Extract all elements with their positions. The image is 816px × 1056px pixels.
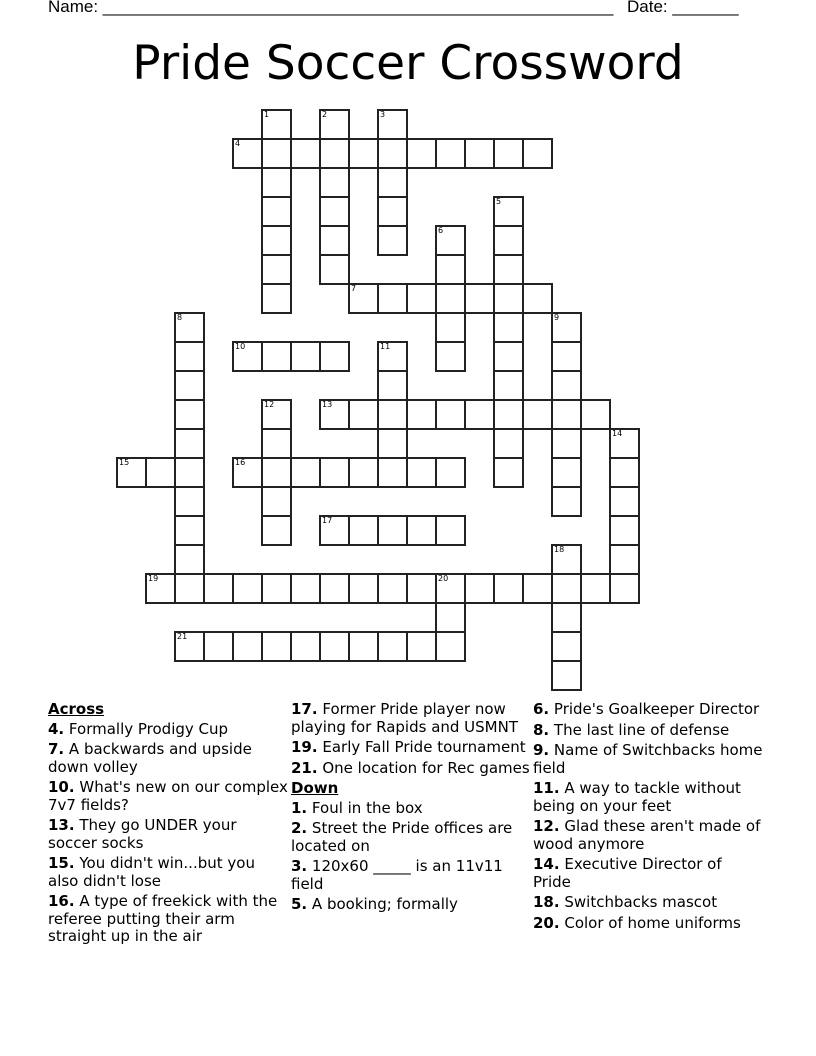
grid-cell[interactable] (435, 283, 466, 314)
across-clue (48, 721, 288, 739)
grid-cell[interactable] (551, 631, 582, 662)
down-heading: Down (291, 779, 339, 797)
grid-cell[interactable] (348, 457, 379, 488)
grid-cell[interactable] (261, 399, 292, 430)
grid-cell[interactable] (551, 457, 582, 488)
page-title: Pride Soccer Crossword (132, 36, 684, 91)
grid-cell[interactable] (493, 196, 524, 227)
grid-cell[interactable] (551, 312, 582, 343)
clue-number: 10 (235, 342, 246, 351)
grid-cell[interactable] (609, 544, 640, 575)
clue-num: 6. (533, 700, 550, 718)
down-clue (533, 742, 763, 777)
clue-num: 17. (291, 700, 318, 718)
grid-cell[interactable] (290, 631, 321, 662)
grid-cell[interactable] (551, 370, 582, 401)
grid-cell[interactable] (551, 544, 582, 575)
down-clue (533, 701, 763, 719)
grid-cell[interactable] (319, 109, 350, 140)
clue-text: A booking; formally (311, 895, 458, 913)
clue-text: What's new on our complex 7v7 fields? (48, 778, 288, 814)
clue-number: 19 (148, 574, 159, 583)
grid-cell[interactable] (261, 138, 292, 169)
grid-cell[interactable] (290, 341, 321, 372)
clue-num: 8. (533, 720, 550, 739)
grid-cell[interactable] (493, 254, 524, 285)
grid-cell[interactable] (377, 457, 408, 488)
date-field[interactable]: Date: _______ (627, 0, 739, 16)
down-clue (533, 915, 763, 933)
grid-cell[interactable] (435, 399, 466, 430)
grid-cell[interactable] (464, 283, 495, 314)
grid-cell[interactable] (319, 631, 350, 662)
grid-cell[interactable] (609, 428, 640, 459)
clue-num: 19. (291, 738, 318, 756)
clue-number: 9 (554, 313, 560, 322)
clue-text: Formally Prodigy Cup (68, 719, 229, 738)
grid-cell[interactable] (493, 138, 524, 169)
grid-cell[interactable] (551, 660, 582, 691)
grid-cell[interactable] (435, 138, 466, 169)
grid-cell[interactable] (174, 399, 205, 430)
grid-cell[interactable] (174, 370, 205, 401)
clue-text: They go UNDER your soccer socks (48, 816, 237, 852)
grid-cell[interactable] (319, 573, 350, 604)
grid-cell[interactable] (174, 312, 205, 343)
across-clue (48, 893, 288, 946)
grid-cell[interactable] (435, 312, 466, 343)
grid-cell[interactable] (232, 138, 263, 169)
down-clue (533, 894, 763, 912)
grid-cell[interactable] (261, 573, 292, 604)
grid-cell[interactable] (348, 283, 379, 314)
grid-cell[interactable] (377, 370, 408, 401)
grid-cell[interactable] (290, 138, 321, 169)
grid-cell[interactable] (377, 167, 408, 198)
grid-cell[interactable] (435, 457, 466, 488)
clue-number: 1 (264, 110, 270, 119)
clue-text: Early Fall Pride tournament (322, 738, 526, 756)
grid-cell[interactable] (435, 573, 466, 604)
grid-cell[interactable] (319, 167, 350, 198)
grid-cell[interactable] (319, 341, 350, 372)
clue-number: 21 (177, 632, 188, 641)
grid-cell[interactable] (261, 515, 292, 546)
grid-cell[interactable] (522, 573, 553, 604)
grid-cell[interactable] (174, 341, 205, 372)
grid-cell[interactable] (145, 457, 176, 488)
grid-cell[interactable] (348, 515, 379, 546)
grid-cell[interactable] (348, 631, 379, 662)
clue-num: 13. (48, 816, 75, 834)
grid-cell[interactable] (232, 457, 263, 488)
grid-cell[interactable] (174, 573, 205, 604)
grid-cell[interactable] (464, 573, 495, 604)
grid-cell[interactable] (319, 515, 350, 546)
clue-num: 21. (291, 758, 318, 777)
grid-cell[interactable] (174, 631, 205, 662)
grid-cell[interactable] (261, 341, 292, 372)
clue-text: The last line of defense (553, 720, 730, 739)
across-clue (291, 701, 531, 736)
clue-num: 1. (291, 798, 308, 817)
grid-cell[interactable] (261, 486, 292, 517)
grid-cell[interactable] (261, 196, 292, 227)
grid-cell[interactable] (377, 109, 408, 140)
down-clue (291, 800, 531, 818)
clue-num: 7. (48, 740, 65, 758)
clue-number: 13 (322, 400, 333, 409)
grid-cell[interactable] (261, 225, 292, 256)
clue-text: Pride's Goalkeeper Director (553, 700, 760, 718)
grid-cell[interactable] (261, 109, 292, 140)
grid-cell[interactable] (493, 341, 524, 372)
clue-text: Glad these aren't made of wood anymore (533, 817, 761, 853)
grid-cell[interactable] (261, 457, 292, 488)
clue-num: 20. (533, 913, 560, 932)
clue-num: 15. (48, 854, 75, 872)
down-clue (533, 818, 763, 853)
grid-cell[interactable] (551, 486, 582, 517)
clue-text: One location for Rec games (322, 758, 530, 777)
across-clue (48, 855, 288, 890)
clue-number: 20 (438, 574, 449, 583)
name-field[interactable]: Name: ______________________________________________________ (48, 0, 614, 16)
clues-column-3 (533, 701, 763, 935)
grid-cell[interactable] (609, 457, 640, 488)
grid-cell[interactable] (435, 602, 466, 633)
grid-cell[interactable] (551, 428, 582, 459)
grid-cell[interactable] (580, 399, 611, 430)
across-clue (48, 741, 288, 776)
grid-cell[interactable] (377, 399, 408, 430)
clue-num: 11. (533, 779, 560, 797)
grid-cell[interactable] (319, 254, 350, 285)
grid-cell[interactable] (406, 573, 437, 604)
grid-cell[interactable] (377, 631, 408, 662)
grid-cell[interactable] (609, 486, 640, 517)
across-clue (291, 760, 531, 778)
grid-cell[interactable] (551, 573, 582, 604)
grid-cell[interactable] (319, 399, 350, 430)
grid-cell[interactable] (261, 283, 292, 314)
grid-cell[interactable] (174, 457, 205, 488)
grid-cell[interactable] (522, 399, 553, 430)
grid-cell[interactable] (551, 602, 582, 633)
grid-cell[interactable] (435, 254, 466, 285)
clue-text: Executive Director of Pride (533, 855, 722, 891)
grid-cell[interactable] (522, 283, 553, 314)
clue-text: You didn't win...but you also didn't lose (48, 854, 255, 890)
grid-cell[interactable] (377, 515, 408, 546)
grid-cell[interactable] (493, 370, 524, 401)
grid-cell[interactable] (232, 573, 263, 604)
clue-num: 3. (291, 857, 308, 875)
grid-cell[interactable] (580, 573, 611, 604)
grid-cell[interactable] (232, 341, 263, 372)
grid-cell[interactable] (174, 515, 205, 546)
clue-num: 5. (291, 895, 308, 913)
grid-cell[interactable] (609, 573, 640, 604)
grid-cell[interactable] (406, 631, 437, 662)
grid-cell[interactable] (551, 341, 582, 372)
grid-cell[interactable] (435, 225, 466, 256)
grid-cell[interactable] (435, 631, 466, 662)
grid-cell[interactable] (348, 399, 379, 430)
grid-cell[interactable] (406, 138, 437, 169)
across-clue (48, 779, 288, 814)
down-clue (291, 858, 531, 893)
grid-cell[interactable] (348, 573, 379, 604)
grid-cell[interactable] (493, 457, 524, 488)
clue-text: A backwards and upside down volley (48, 740, 252, 776)
clue-text: A way to tackle without being on your feet (533, 779, 741, 815)
clue-number: 4 (235, 139, 241, 148)
grid-cell[interactable] (261, 167, 292, 198)
clue-num: 12. (533, 817, 560, 835)
grid-cell[interactable] (522, 138, 553, 169)
grid-cell[interactable] (377, 225, 408, 256)
grid-cell[interactable] (377, 428, 408, 459)
clue-number: 12 (264, 400, 275, 409)
grid-cell[interactable] (406, 399, 437, 430)
clue-num: 4. (48, 719, 65, 738)
grid-cell[interactable] (493, 428, 524, 459)
clue-text: Color of home uniforms (564, 913, 741, 932)
grid-cell[interactable] (261, 631, 292, 662)
down-clue (533, 856, 763, 891)
grid-cell[interactable] (377, 341, 408, 372)
clue-num: 2. (291, 819, 308, 837)
clue-num: 10. (48, 778, 75, 796)
grid-cell[interactable] (319, 225, 350, 256)
grid-cell[interactable] (406, 283, 437, 314)
clue-number: 5 (496, 197, 502, 206)
clues-column-1 (48, 701, 288, 949)
grid-cell[interactable] (464, 399, 495, 430)
grid-cell[interactable] (406, 515, 437, 546)
grid-cell[interactable] (290, 457, 321, 488)
clue-text: Street the Pride offices are located on (291, 819, 513, 855)
grid-cell[interactable] (493, 312, 524, 343)
clue-number: 15 (119, 458, 130, 467)
across-heading: Across (48, 700, 105, 718)
grid-cell[interactable] (435, 341, 466, 372)
clue-number: 7 (351, 284, 357, 293)
grid-cell[interactable] (493, 573, 524, 604)
grid-cell[interactable] (493, 225, 524, 256)
grid-cell[interactable] (319, 196, 350, 227)
grid-cell[interactable] (493, 283, 524, 314)
grid-cell[interactable] (261, 254, 292, 285)
grid-cell[interactable] (551, 399, 582, 430)
grid-cell[interactable] (116, 457, 147, 488)
down-clue (291, 896, 531, 914)
grid-cell[interactable] (435, 515, 466, 546)
clue-text: Foul in the box (311, 798, 423, 817)
grid-cell[interactable] (174, 544, 205, 575)
clue-text: Name of Switchbacks home field (533, 741, 763, 777)
clue-number: 2 (322, 110, 328, 119)
down-clue (291, 820, 531, 855)
grid-cell[interactable] (609, 515, 640, 546)
grid-cell[interactable] (406, 457, 437, 488)
clue-number: 3 (380, 110, 386, 119)
clue-number: 14 (612, 429, 623, 438)
grid-cell[interactable] (377, 283, 408, 314)
clue-text: 120x60 _____ is an 11v11 field (291, 857, 503, 893)
grid-cell[interactable] (377, 196, 408, 227)
grid-cell[interactable] (377, 138, 408, 169)
grid-cell[interactable] (203, 631, 234, 662)
clue-num: 14. (533, 855, 560, 873)
clue-number: 11 (380, 342, 391, 351)
clue-text: A type of freekick with the referee putting their arm straight up in the air (48, 892, 278, 945)
clue-number: 8 (177, 313, 183, 322)
down-clue (533, 780, 763, 815)
clue-num: 9. (533, 741, 550, 759)
grid-cell[interactable] (493, 399, 524, 430)
down-clue (533, 722, 763, 740)
across-clue (48, 817, 288, 852)
grid-cell[interactable] (174, 428, 205, 459)
clue-number: 17 (322, 516, 333, 525)
clue-number: 6 (438, 226, 444, 235)
grid-cell[interactable] (174, 486, 205, 517)
grid-cell[interactable] (290, 573, 321, 604)
clue-text: Switchbacks mascot (564, 893, 718, 911)
grid-cell[interactable] (377, 573, 408, 604)
clue-number: 16 (235, 458, 246, 467)
clues-column-2 (291, 701, 531, 917)
grid-cell[interactable] (348, 138, 379, 169)
clue-num: 16. (48, 892, 75, 910)
grid-cell[interactable] (319, 138, 350, 169)
across-clue (291, 739, 531, 757)
grid-cell[interactable] (145, 573, 176, 604)
grid-cell[interactable] (319, 457, 350, 488)
grid-cell[interactable] (464, 138, 495, 169)
grid-cell[interactable] (261, 428, 292, 459)
grid-cell[interactable] (232, 631, 263, 662)
grid-cell[interactable] (203, 573, 234, 604)
clue-text: Former Pride player now playing for Rapids and USMNT (291, 700, 519, 736)
clue-number: 18 (554, 545, 565, 554)
clue-num: 18. (533, 893, 560, 911)
